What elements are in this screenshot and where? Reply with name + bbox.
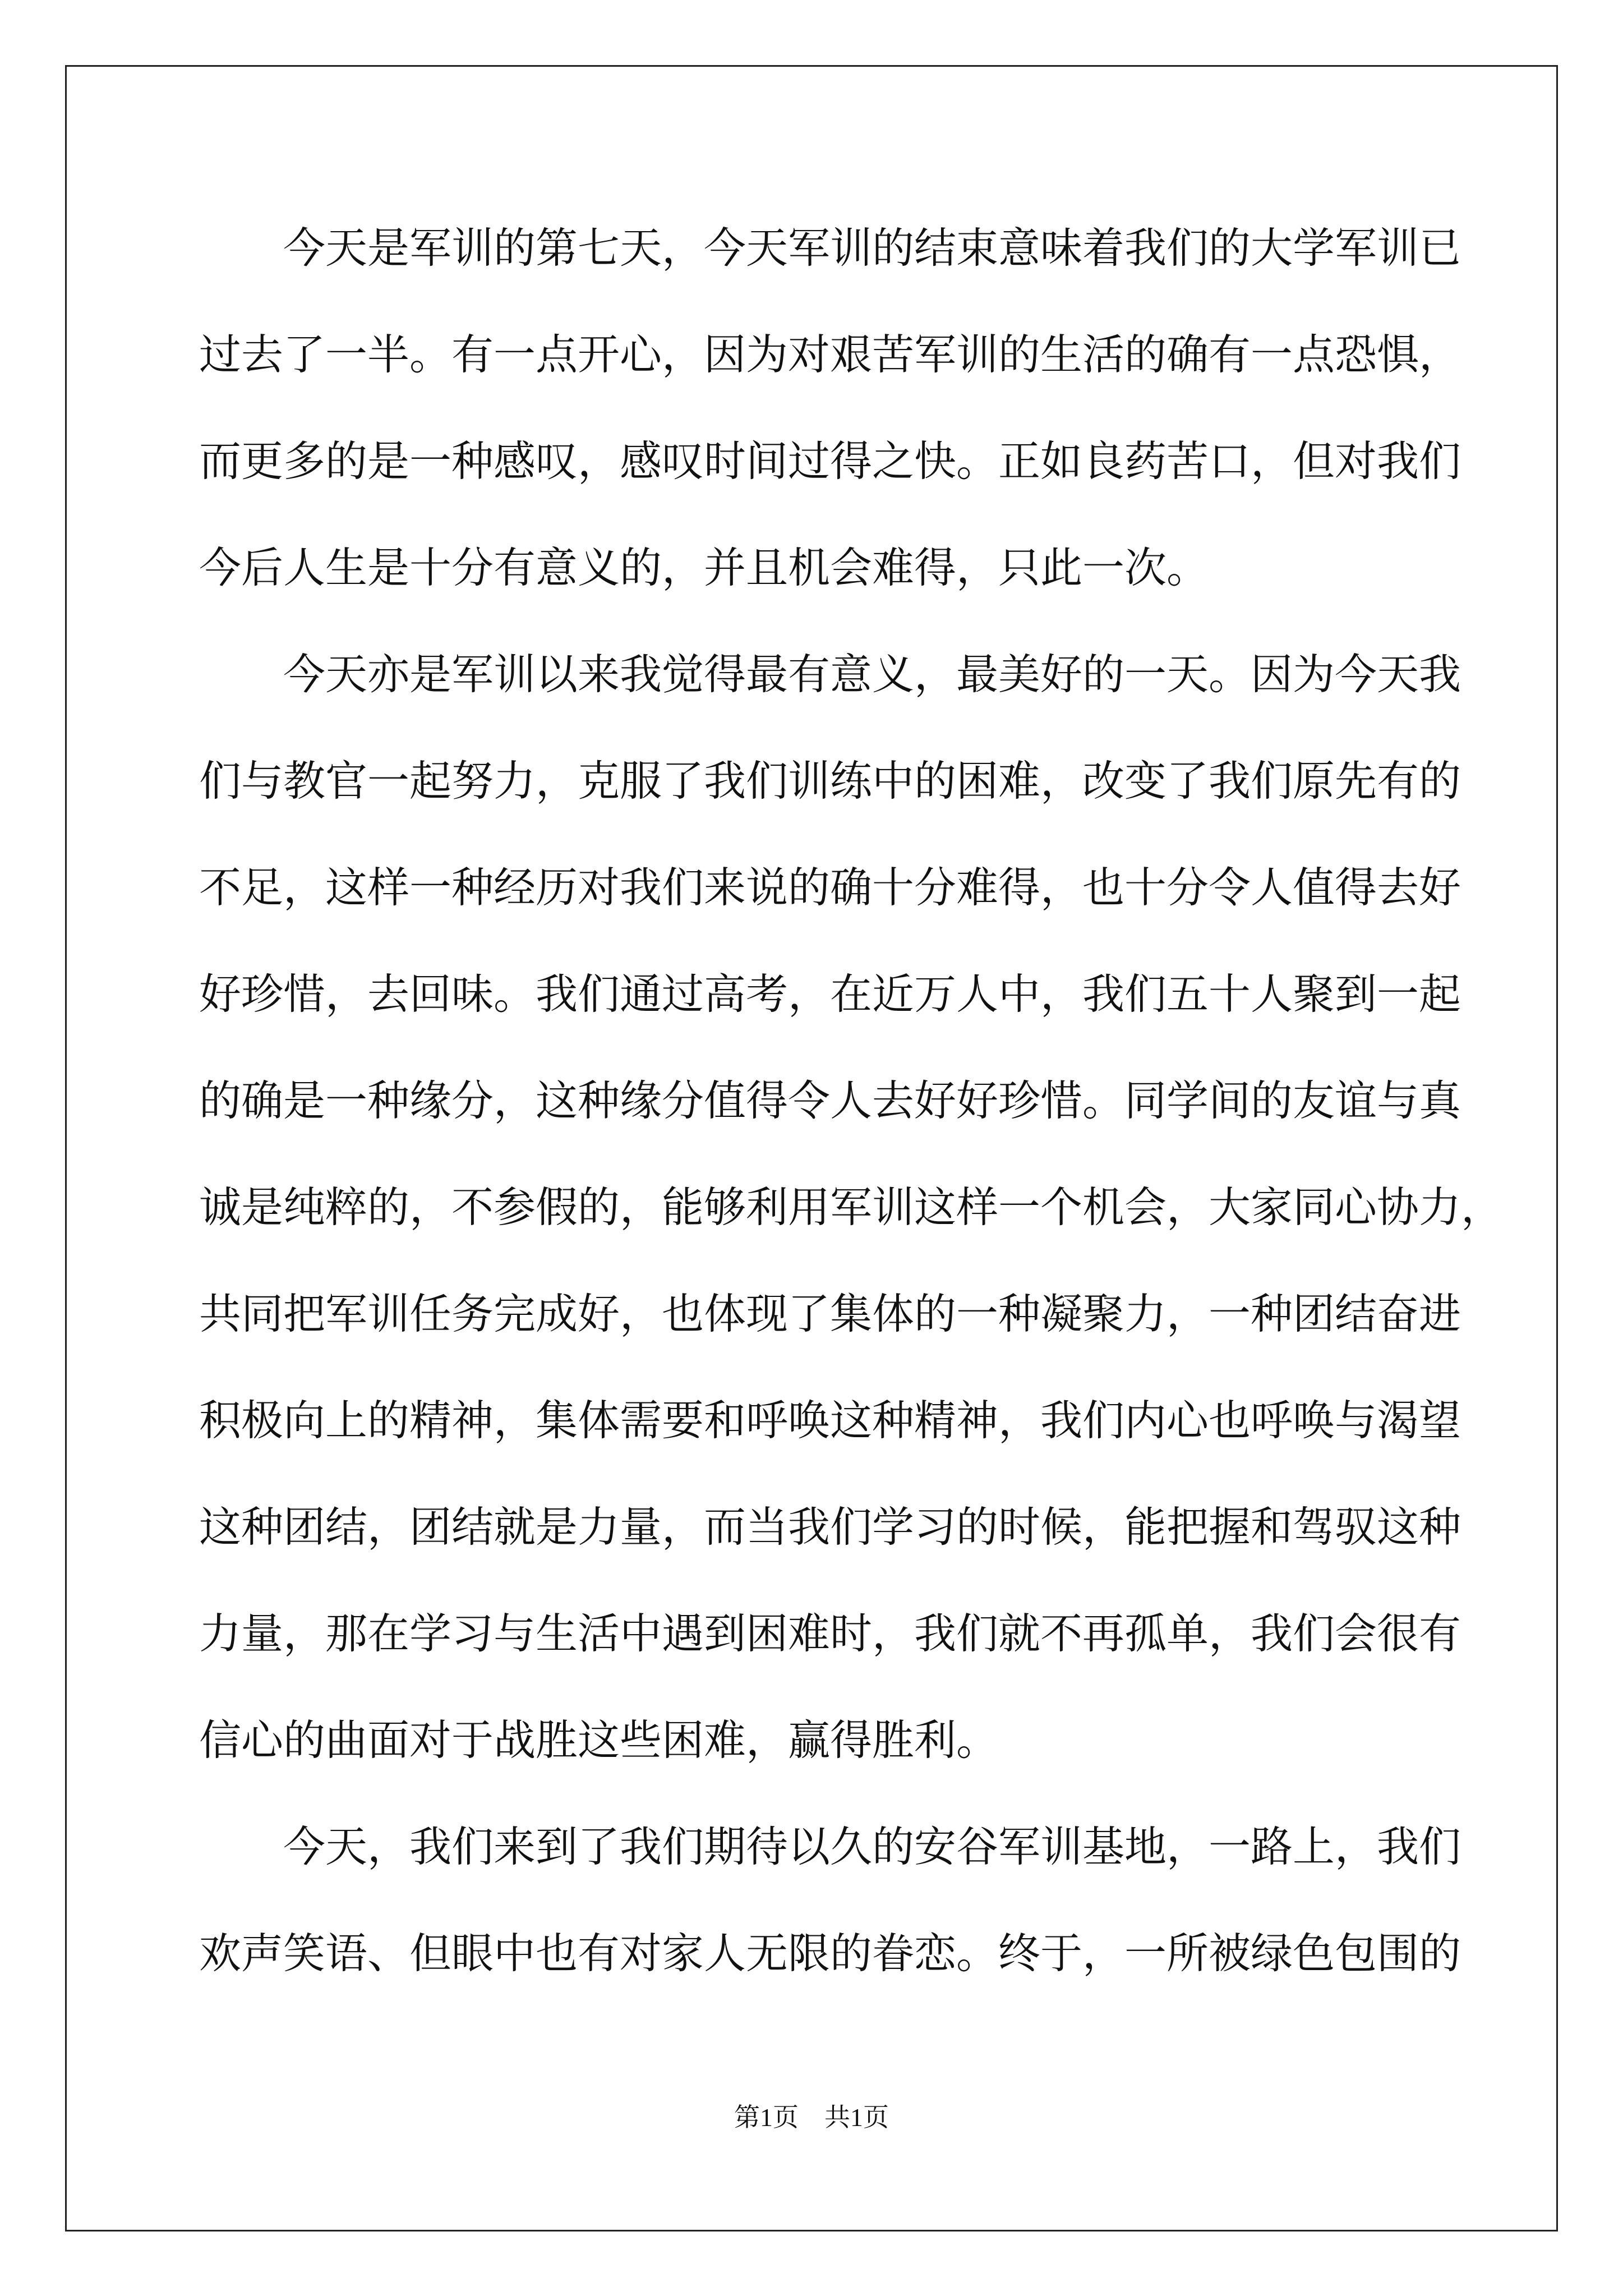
text-line: 欢声笑语、但眼中也有对家人无限的眷恋。终于，一所被绿色包围的 bbox=[199, 1929, 1461, 1978]
text-line: 今天亦是军训以来我觉得最有意义，最美好的一天。因为今天我 bbox=[283, 650, 1461, 699]
text-line: 过去了一半。有一点开心，因为对艰苦军训的生活的确有一点恐惧， bbox=[199, 330, 1461, 379]
text-line: 们与教官一起努力，克服了我们训练中的困难，改变了我们原先有的 bbox=[199, 756, 1461, 806]
text-line: 不足，这样一种经历对我们来说的确十分难得，也十分令人值得去好 bbox=[199, 863, 1461, 912]
text-line: 积极向上的精神，集体需要和呼唤这种精神，我们内心也呼唤与渴望 bbox=[199, 1396, 1461, 1445]
page-footer: 第1页 共1页 bbox=[734, 2103, 889, 2132]
text-line: 这种团结，团结就是力量，而当我们学习的时候，能把握和驾驭这种 bbox=[199, 1502, 1461, 1552]
text-line: 好珍惜，去回味。我们通过高考，在近万人中，我们五十人聚到一起 bbox=[199, 969, 1461, 1019]
text-line: 力量，那在学习与生活中遇到困难时，我们就不再孤单，我们会很有 bbox=[199, 1609, 1461, 1658]
text-line: 今天是军训的第七天，今天军训的结束意味着我们的大学军训已 bbox=[283, 223, 1461, 273]
text-line: 的确是一种缘分，这种缘分值得令人去好好珍惜。同学间的友谊与真 bbox=[199, 1076, 1461, 1125]
text-line: 今天，我们来到了我们期待以久的安谷军训基地，一路上，我们 bbox=[283, 1822, 1461, 1871]
document-body bbox=[199, 217, 1504, 2029]
text-line: 信心的曲面对于战胜这些困难，赢得胜利。 bbox=[199, 1715, 999, 1765]
text-line: 而更多的是一种感叹，感叹时间过得之快。正如良药苦口，但对我们 bbox=[199, 436, 1461, 486]
text-line: 今后人生是十分有意义的，并且机会难得，只此一次。 bbox=[199, 543, 1209, 592]
text-line: 诚是纯粹的，不参假的，能够利用军训这样一个机会，大家同心协力， bbox=[199, 1182, 1504, 1232]
text-line: 共同把军训任务完成好，也体现了集体的一种凝聚力，一种团结奋进 bbox=[199, 1289, 1461, 1338]
